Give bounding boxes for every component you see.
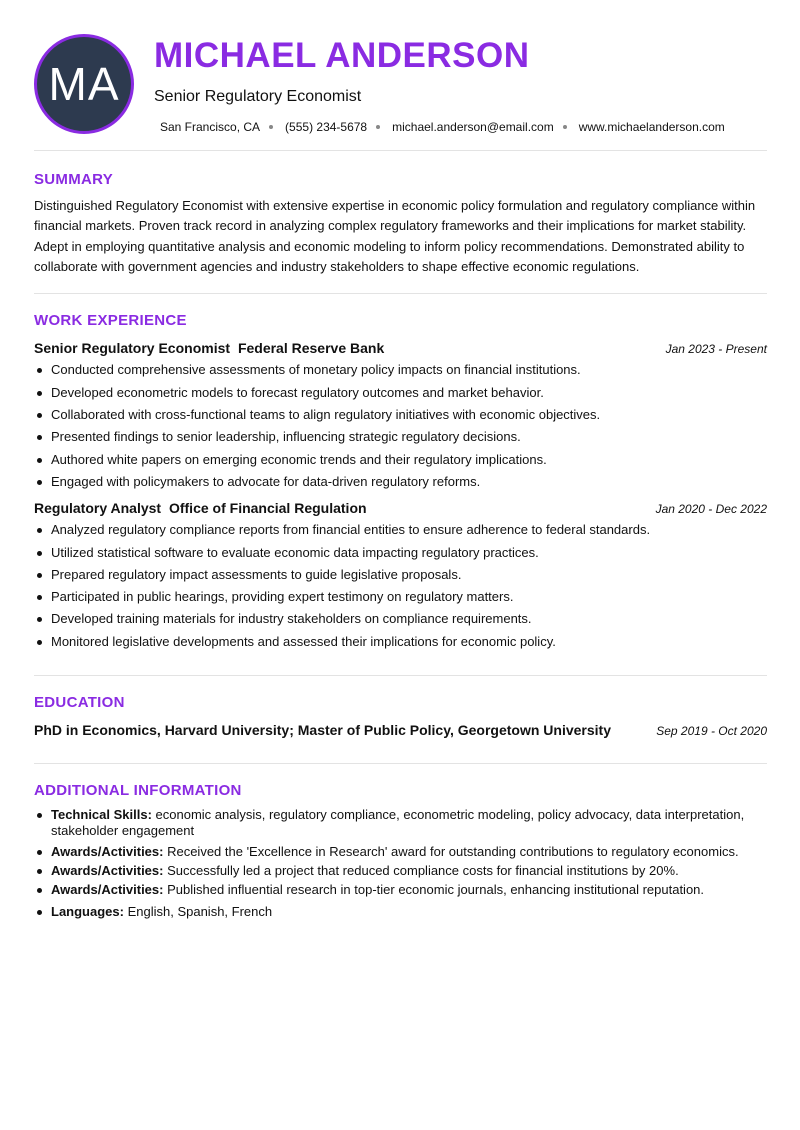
education-section (34, 676, 767, 763)
list-item: Conducted comprehensive assessments of monetary policy impacts on financial institutions. (34, 362, 767, 378)
experience-section (34, 294, 767, 675)
separator-dot-icon (376, 125, 380, 129)
list-item (34, 863, 767, 879)
info-text: Published influential research in top-tier economic journals, enhancing institutional reputation. (163, 881, 705, 897)
contact-email[interactable]: michael.anderson@email.com (392, 120, 554, 134)
job-header (34, 500, 767, 516)
list-item: Developed training materials for industry stakeholders on compliance requirements. (34, 611, 767, 627)
list-item: Authored white papers on emerging economic trends and their regulatory implications. (34, 452, 767, 468)
job-dates: Jan 2020 - Dec 2022 (655, 501, 767, 516)
section-heading-additional: ADDITIONAL INFORMATION (34, 781, 242, 799)
separator-dot-icon (563, 125, 567, 129)
job-role: Regulatory Analyst (34, 499, 162, 516)
list-item: Prepared regulatory impact assessments to guide legislative proposals. (34, 567, 767, 583)
separator-dot-icon (269, 125, 273, 129)
contact-location: San Francisco, CA (160, 120, 261, 134)
info-text: Received the 'Excellence in Research' award for outstanding contributions to regulatory economics. (163, 843, 739, 859)
list-item: Collaborated with cross-functional teams to align regulatory initiatives with economic objectives. (34, 407, 767, 423)
section-heading-summary: SUMMARY (34, 171, 114, 188)
list-item: Presented findings to senior leadership, influencing strategic regulatory decisions. (34, 429, 767, 445)
contact-info (160, 120, 725, 134)
job-role: Senior Regulatory Economist (34, 340, 231, 357)
job-bullet-list (34, 362, 767, 489)
resume-header (34, 0, 767, 150)
avatar-initials: MA (48, 58, 120, 110)
job-header (34, 340, 767, 356)
list-item: Analyzed regulatory compliance reports from financial entities to ensure adherence to federal standards. (34, 522, 767, 538)
info-text: Successfully led a project that reduced compliance costs for financial institutions by 20%. (163, 862, 679, 878)
job-dates: Jan 2023 - Present (665, 342, 767, 357)
info-label: Languages: (51, 903, 124, 919)
education-dates: Sep 2019 - Oct 2020 (656, 723, 767, 738)
list-item (34, 844, 767, 860)
candidate-title: Senior Regulatory Economist (154, 88, 362, 105)
resume-page (34, 0, 767, 920)
section-heading-experience: WORK EXPERIENCE (34, 312, 187, 330)
job-entry (34, 500, 767, 650)
info-text: English, Spanish, French (123, 903, 273, 919)
education-degree: PhD in Economics, Harvard University; Master of Public Policy, Georgetown University (34, 721, 612, 738)
info-label: Awards/Activities: (51, 843, 164, 859)
list-item (34, 882, 767, 898)
list-item: Participated in public hearings, providing expert testimony on regulatory matters. (34, 589, 767, 605)
info-text: economic analysis, regulatory compliance, econometric modeling, policy advocacy, data interpretation, stakeholder engagement (51, 806, 745, 838)
avatar (34, 34, 134, 134)
list-item: Engaged with policymakers to advocate for data-driven regulatory reforms. (34, 474, 767, 490)
summary-text: Distinguished Regulatory Economist with extensive expertise in economic policy formulation and regulatory compliance within financial markets. Proven track record in analyzing complex regulatory frameworks and their implications for market stability. Adept in employing quantitative analysis and economic modeling to inform policy recommendations. Demonstrated ability to collaborate with government agencies and industry stakeholders to shape effective economic regulations. (34, 198, 756, 274)
list-item (34, 807, 767, 839)
job-title-line (34, 340, 384, 356)
info-label: Awards/Activities: (51, 862, 164, 878)
list-item (34, 904, 767, 920)
job-organization: Federal Reserve Bank (237, 340, 385, 357)
candidate-name: MICHAEL ANDERSON (154, 36, 530, 75)
info-label: Technical Skills: (51, 806, 152, 822)
list-item: Utilized statistical software to evaluate economic data impacting regulatory practices. (34, 545, 767, 561)
contact-website[interactable]: www.michaelanderson.com (578, 120, 725, 134)
contact-phone: (555) 234-5678 (285, 120, 368, 134)
info-label: Awards/Activities: (51, 881, 164, 897)
additional-info-list (34, 807, 767, 920)
additional-section (34, 764, 767, 920)
job-bullet-list (34, 522, 767, 649)
list-item: Developed econometric models to forecast regulatory outcomes and market behavior. (34, 385, 767, 401)
job-title-line (34, 500, 367, 516)
education-entry (34, 722, 767, 738)
job-entry (34, 340, 767, 490)
section-heading-education: EDUCATION (34, 693, 125, 711)
job-organization: Office of Financial Regulation (168, 499, 367, 516)
summary-section (34, 151, 767, 293)
list-item: Monitored legislative developments and assessed their implications for economic policy. (34, 634, 767, 650)
